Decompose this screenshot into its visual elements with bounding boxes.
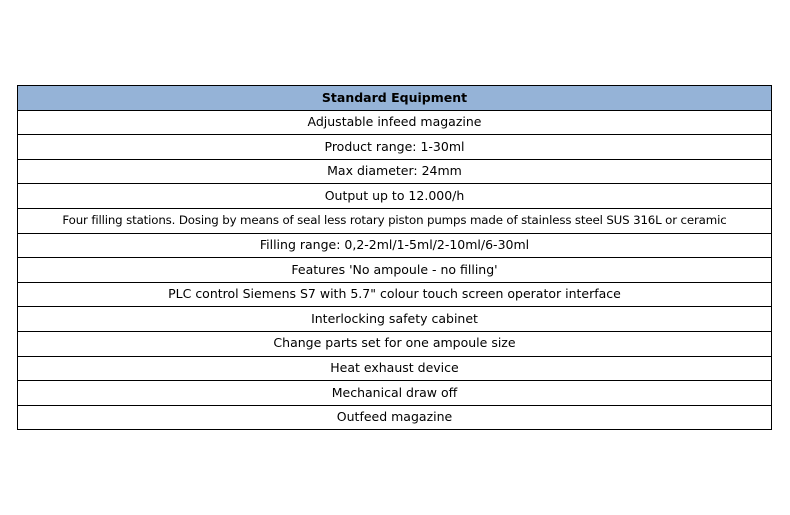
- table-row: [18, 282, 772, 307]
- table-cell: Outfeed magazine: [18, 405, 772, 430]
- table-cell: Interlocking safety cabinet: [18, 307, 772, 332]
- table-header-cell: Standard Equipment: [18, 86, 772, 111]
- table-row: [18, 258, 772, 283]
- table-header-row: [18, 86, 772, 111]
- table-row: [18, 208, 772, 233]
- table-row: [18, 110, 772, 135]
- table-row: [18, 405, 772, 430]
- table-row: [18, 233, 772, 258]
- table-cell: Max diameter: 24mm: [18, 159, 772, 184]
- table-cell: Adjustable infeed magazine: [18, 110, 772, 135]
- table-row: [18, 135, 772, 160]
- standard-equipment-table: [17, 85, 772, 430]
- table-row: [18, 356, 772, 381]
- table-row: [18, 159, 772, 184]
- table-cell: Features 'No ampoule - no filling': [18, 258, 772, 283]
- table-row: [18, 331, 772, 356]
- table-cell: Four filling stations. Dosing by means of seal less rotary piston pumps made of stainless steel SUS 316L or ceramic: [18, 208, 772, 233]
- table-row: [18, 307, 772, 332]
- table-row: [18, 184, 772, 209]
- table-cell: Filling range: 0,2-2ml/1-5ml/2-10ml/6-30ml: [18, 233, 772, 258]
- table-cell: Heat exhaust device: [18, 356, 772, 381]
- table-cell: Output up to 12.000/h: [18, 184, 772, 209]
- table-cell: PLC control Siemens S7 with 5.7" colour touch screen operator interface: [18, 282, 772, 307]
- table-cell: Change parts set for one ampoule size: [18, 331, 772, 356]
- table-cell: Product range: 1-30ml: [18, 135, 772, 160]
- table-row: [18, 381, 772, 406]
- table-cell: Mechanical draw off: [18, 381, 772, 406]
